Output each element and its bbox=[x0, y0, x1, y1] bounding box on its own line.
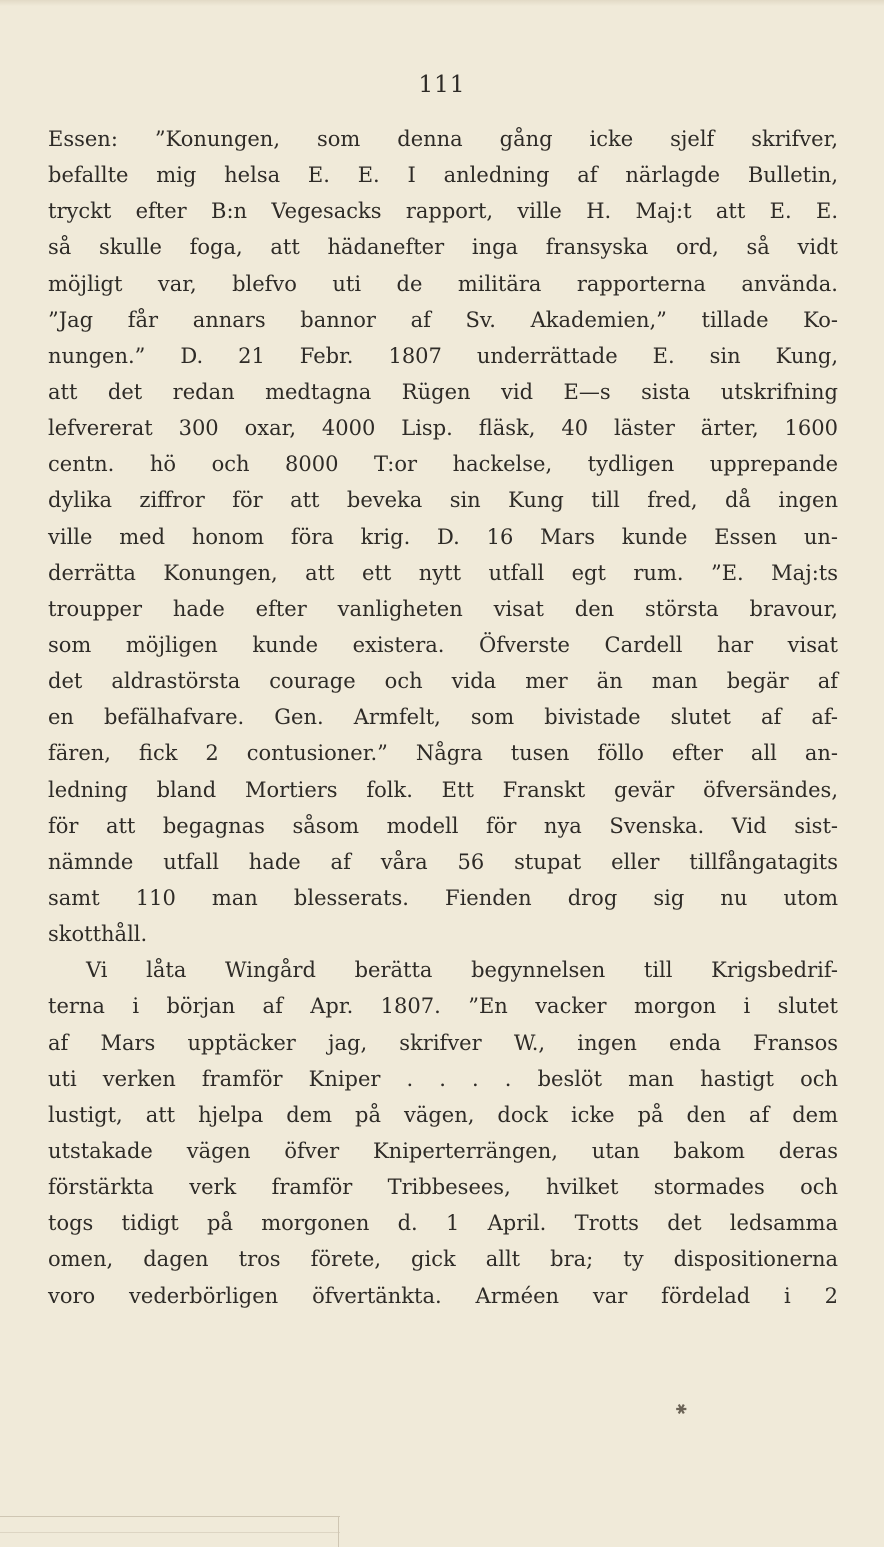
text-line: togs tidigt på morgonen d. 1 April. Trotts det ledsamma bbox=[48, 1211, 838, 1236]
page-rule bbox=[0, 1532, 340, 1533]
text-line: voro vederbörligen öfvertänkta. Arméen var fördelad i 2 bbox=[48, 1283, 838, 1308]
ink-mark-icon: ✱ bbox=[672, 1400, 691, 1420]
text-line: Vi låta Wingård berätta begynnelsen till Krigsbedrif- bbox=[86, 958, 838, 983]
text-line: lefvererat 300 oxar, 4000 Lisp. fläsk, 40 läster ärter, 1600 bbox=[48, 416, 838, 441]
text-line: nungen.” D. 21 Febr. 1807 underrättade E. sin Kung, bbox=[48, 343, 838, 368]
text-line: Essen: ”Konungen, som denna gång icke sjelf skrifver, bbox=[48, 127, 838, 151]
page-rule bbox=[0, 1516, 340, 1517]
text-line: troupper hade efter vanligheten visat den största bravour, bbox=[48, 596, 838, 621]
text-line: för att begagnas såsom modell för nya Svenska. Vid sist- bbox=[48, 813, 838, 838]
text-line: centn. hö och 8000 T:or hackelse, tydligen upprepande bbox=[48, 452, 838, 477]
text-line: af Mars upptäcker jag, skrifver W., ingen enda Fransos bbox=[48, 1030, 838, 1055]
text-line: det aldrastörsta courage och vida mer än man begär af bbox=[48, 669, 838, 694]
text-line: en befälhafvare. Gen. Armfelt, som bivistade slutet af af- bbox=[48, 705, 838, 730]
body-text bbox=[48, 121, 838, 1314]
text-line: derrätta Konungen, att ett nytt utfall egt rum. ”E. Maj:ts bbox=[48, 560, 838, 585]
text-line: omen, dagen tros förete, gick allt bra; ty dispositionerna bbox=[48, 1247, 838, 1272]
text-line: uti verken framför Kniper . . . . beslöt man hastigt och bbox=[48, 1066, 838, 1091]
text-line: dylika ziffror för att beveka sin Kung till fred, då ingen bbox=[48, 488, 838, 513]
text-line: så skulle foga, att hädanefter inga fransyska ord, så vidt bbox=[48, 235, 838, 260]
text-line: lustigt, att hjelpa dem på vägen, dock icke på den af dem bbox=[48, 1102, 838, 1127]
text-line: ledning bland Mortiers folk. Ett Franskt gevär öfversändes, bbox=[48, 777, 838, 802]
text-line: ville med honom föra krig. D. 16 Mars kunde Essen un- bbox=[48, 524, 838, 549]
text-line: nämnde utfall hade af våra 56 stupat eller tillfångatagits bbox=[48, 849, 838, 874]
text-line: förstärkta verk framför Tribbesees, hvilket stormades och bbox=[48, 1175, 838, 1200]
text-line: fären, fick 2 contusioner.” Några tusen föllo efter all an- bbox=[48, 741, 838, 766]
text-line: skotthåll. bbox=[48, 922, 148, 947]
text-line: terna i början af Apr. 1807. ”En vacker morgon i slutet bbox=[48, 994, 838, 1019]
text-line: befallte mig helsa E. E. I anledning af närlagde Bulletin, bbox=[48, 163, 838, 188]
page-edge bbox=[0, 0, 884, 6]
text-line: att det redan medtagna Rügen vid E—s sista utskrifning bbox=[48, 379, 838, 404]
text-line: möjligt var, blefvo uti de militära rapporterna använda. bbox=[48, 271, 838, 296]
page-number: 111 bbox=[418, 72, 466, 98]
text-line: utstakade vägen öfver Kniperterrängen, utan bakom deras bbox=[48, 1138, 838, 1163]
text-line: som möjligen kunde existera. Öfverste Cardell har visat bbox=[48, 632, 838, 657]
page-rule bbox=[338, 1516, 339, 1547]
text-line: ”Jag får annars bannor af Sv. Akademien,” tillade Ko- bbox=[48, 307, 838, 332]
text-line: samt 110 man blesserats. Fienden drog sig nu utom bbox=[48, 885, 838, 910]
text-line: tryckt efter B:n Vegesacks rapport, ville H. Maj:t att E. E. bbox=[48, 199, 838, 224]
